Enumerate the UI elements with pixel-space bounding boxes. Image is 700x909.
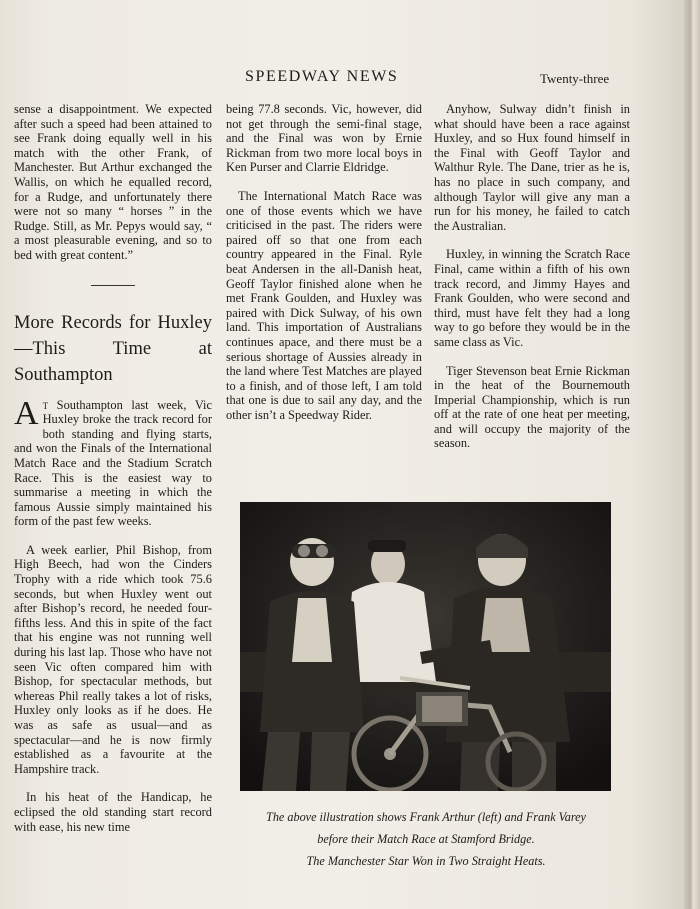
- drop-cap: A: [14, 394, 39, 432]
- column-right: [434, 102, 630, 465]
- paragraph: sense a disappointment. We expected after such a speed had been attained to see Frank doing equally well in his match with the other Frank, of Manchester. But Arthur exchanged the Wallis, on which he equalled record, for a Rudge, and unfortunately there were not so many “ horses ” in the Rudge. Still, as Mr. Pepys would say, “ a most pleasurable evening, and so to bed with great content.”: [14, 102, 212, 262]
- lead-paragraph-body: Southampton last week, Vic Huxley broke the track record for both standing and flying starts, and won the Finals of the International Match Race and the Stadium Scratch Race. This is the easiest way to summarise a meeting in which the famous Aussie simply maintained his form of the past few weeks.: [14, 397, 212, 529]
- article-headline: More Records for Huxley—This Time at Southampton: [14, 312, 212, 385]
- column-middle: [226, 102, 422, 436]
- section-divider: [91, 285, 135, 286]
- paragraph: Tiger Stevenson beat Ernie Rickman in the heat of the Bournemouth Imperial Championship, which is run off at the rate of one heat per meeting, and will occupy the majority of the season.: [434, 363, 630, 451]
- paragraph: Huxley, in winning the Scratch Race Final, came within a fifth of his own track record, and Jimmy Hayes and Frank Goulden, who were second and third, must have felt they had a long way to go before they would be in the same class as Vic.: [434, 247, 630, 349]
- page-number: Twenty-three: [540, 71, 610, 86]
- lead-paragraph: [14, 394, 212, 529]
- caption-line: The above illustration shows Frank Arthur (left) and Frank Varey: [266, 810, 586, 824]
- running-header-title: SPEEDWAY NEWS: [245, 68, 399, 85]
- column-left: [14, 102, 212, 848]
- paragraph: being 77.8 seconds. Vic, however, did not get through the semi-final stage, and the Final was won by Ernie Rickman from two more local boys in Ken Purser and Clarrie Eldridge.: [226, 102, 422, 175]
- lead-in-text: t: [42, 397, 49, 412]
- paragraph: A week earlier, Phil Bishop, from High Beech, had won the Cinders Trophy with a ride which took 75.6 seconds, but when Huxley went out after Bishop’s record, he needed four-fifths less. And this in spite of the fact that his engine was not running well during his last lap. Those who have not seen Vic often compared him with Bishop, for spectacular methods, but whereas Phil really takes a lot of risks, Huxley only looks as if he does. He was as safe as usual—and as spectacular—and he is now firmly established as a favourite at the Hampshire track.: [14, 542, 212, 776]
- photo-illustration: [240, 502, 611, 791]
- paragraph: In his heat of the Handicap, he eclipsed the old standing start record with ease, his new time: [14, 790, 212, 834]
- paragraph: Anyhow, Sulway didn’t finish in what should have been a race against Huxley, and so Hux found himself in the Final with Geoff Taylor and Walthur Ryle. The Dane, trier as he is, has no place in such company, and although Taylor will give any man a run for his money, he failed to catch the Australian.: [434, 102, 630, 233]
- photo-caption: [236, 806, 616, 872]
- caption-line: before their Match Race at Stamford Bridge.: [317, 832, 535, 846]
- paragraph: The International Match Race was one of those events which we have criticised in the past. The riders were paired off so that one from each country appeared in the Final. Ryle beat Andersen in the all-Danish heat, Geoff Taylor finished alone when he met Frank Goulden, and Huxley was paired with Dick Sulway, of his own land. This importation of Australians continues apace, and there must be a serious shortage of Aussies already in the land where Test Matches are played to a finish, and of those left, I am told that one is due to sail any day, and the other isn’t a Speedway Rider.: [226, 188, 422, 422]
- caption-line: The Manchester Star Won in Two Straight Heats.: [306, 854, 546, 868]
- binding-edge: [684, 0, 700, 909]
- rider-photograph: [240, 502, 611, 791]
